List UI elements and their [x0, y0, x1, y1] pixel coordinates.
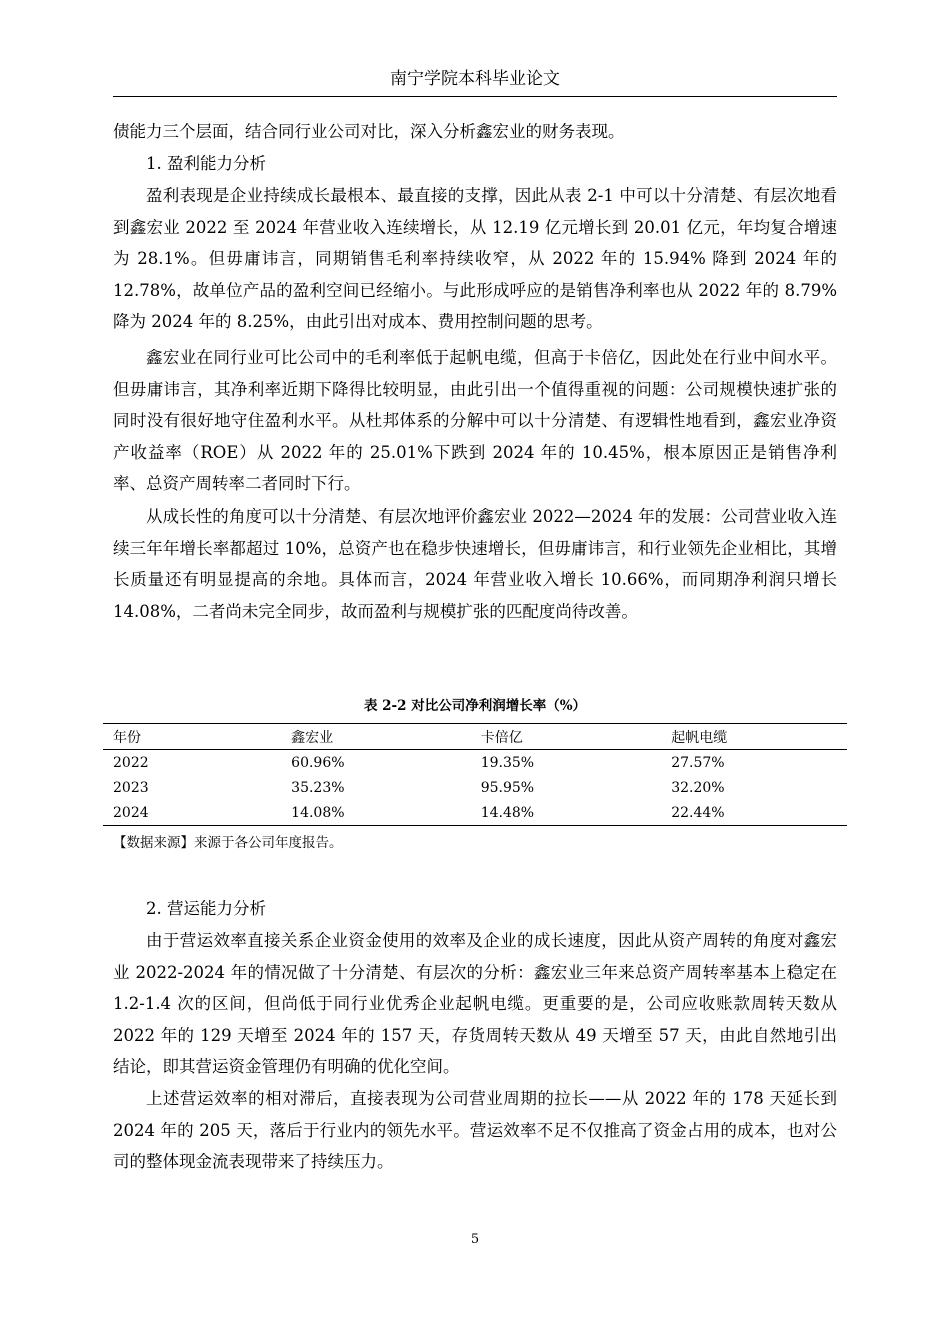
paragraph-profitability-2: 鑫宏业在同行业可比公司中的毛利率低于起帆电缆，但高于卡倍亿，因此处在行业中间水平。但毋庸讳言，其净利率近期下降得比较明显，由此引出一个值得重视的问题：公司规模快速扩张的同时没有很好地守住盈利水平。从杜邦体系的分解中可以十分清楚、有逻辑性地看到，鑫宏业净资产收益率（ROE）从 2022 年的 25.01%下跌到 2024 年的 10.45%，根本原因正是销售净利率、总资产周转率二者同时下行。	[113, 348, 837, 494]
table-header-row	[103, 724, 847, 750]
table-header-cell: 鑫宏业	[291, 729, 334, 746]
paragraph-operations-2: 上述营运效率的相对滞后，直接表现为公司营业周期的拉长——从 2022 年的 178 天延长到 2024 年的 205 天，落后于行业内的领先水平。营运效率不足不仅推高了资金占用的成本，也对公司的整体现金流表现带来了持续压力。	[113, 1089, 837, 1172]
table-cell: 27.57%	[671, 754, 725, 771]
table-cell: 32.20%	[671, 779, 725, 796]
table-row	[103, 800, 847, 826]
table-cell: 2022	[113, 754, 149, 771]
table-header-cell: 卡倍亿	[480, 729, 523, 746]
table-header-cell: 年份	[113, 729, 141, 746]
page-header-title: 南宁学院本科毕业论文	[390, 69, 560, 89]
table-caption: 表 2-2 对比公司净利润增长率（%）	[363, 698, 587, 714]
table-cell: 2024	[113, 804, 149, 821]
section-heading-operations: 2. 营运能力分析	[146, 899, 266, 918]
table-cell: 95.95%	[480, 779, 535, 796]
table-cell: 14.08%	[291, 804, 345, 821]
table-cell: 19.35%	[480, 754, 535, 771]
table-cell: 2023	[113, 779, 149, 796]
table-cell: 22.44%	[671, 804, 725, 821]
paragraph-intro-continued: 债能力三个层面，结合同行业公司对比，深入分析鑫宏业的财务表现。	[113, 122, 625, 141]
header-rule	[113, 96, 837, 97]
table-cell: 60.96%	[291, 754, 345, 771]
table-cell: 35.23%	[291, 779, 345, 796]
table-source-note: 【数据来源】来源于各公司年度报告。	[113, 835, 343, 851]
paragraph-operations-1: 由于营运效率直接关系企业资金使用的效率及企业的成长速度，因此从资产周转的角度对鑫宏业 2022-2024 年的情况做了十分清楚、有层次的分析：鑫宏业三年来总资产周转率基本上稳定在 1.2-1.4 次的区间，但尚低于同行业优秀企业起帆电缆。更重要的是，公司应收账款周转天数从 2022 年的 129 天增至 2024 年的 157 天，存货周转天数从 49 天增至 57 天，由此自然地引出结论，即其营运资金管理仍有明确的优化空间。	[113, 931, 837, 1077]
page-number: 5	[470, 1232, 480, 1247]
table-cell: 14.48%	[480, 804, 535, 821]
paragraph-profitability-1: 盈利表现是企业持续成长最根本、最直接的支撑，因此从表 2-1 中可以十分清楚、有层次地看到鑫宏业 2022 至 2024 年营业收入连续增长，从 12.19 亿元增长到 20.01 亿元，年均复合增速为 28.1%。但毋庸讳言，同期销售毛利率持续收窄，从 2022 年的 15.94% 降到 2024 年的 12.78%，故单位产品的盈利空间已经缩小。与此形成呼应的是销售净利率也从 2022 年的 8.79%降为 2024 年的 8.25%，由此引出对成本、费用控制问题的思考。	[113, 186, 837, 332]
table-row	[103, 775, 847, 800]
table-header-cell: 起帆电缆	[671, 729, 728, 746]
table-row	[103, 750, 847, 776]
section-heading-profitability: 1. 盈利能力分析	[146, 154, 266, 173]
paragraph-growth: 从成长性的角度可以十分清楚、有层次地评价鑫宏业 2022—2024 年的发展：公司营业收入连续三年年增长率都超过 10%，总资产也在稳步快速增长，但毋庸讳言，和行业领先企业相比，其增长质量还有明显提高的余地。具体而言，2024 年营业收入增长 10.66%，而同期净利润只增长 14.08%，二者尚未完全同步，故而盈利与规模扩张的匹配度尚待改善。	[113, 507, 837, 621]
growth-rate-table	[103, 723, 847, 826]
